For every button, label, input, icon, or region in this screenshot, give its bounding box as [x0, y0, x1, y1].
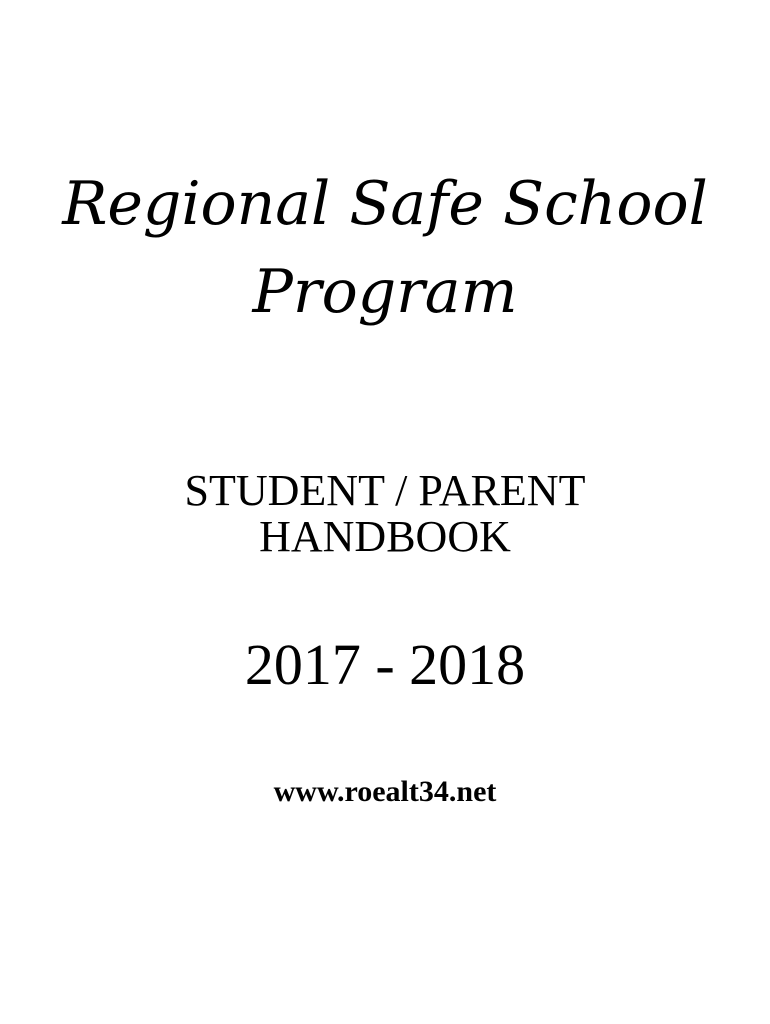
- program-title-line-2: Program: [252, 257, 518, 327]
- school-year: 2017 - 2018: [244, 632, 526, 697]
- website-url: www.roealt34.net: [273, 775, 497, 808]
- handbook-subtitle-line-1: STUDENT / PARENT: [184, 466, 586, 515]
- program-title-line-1: Regional Safe School: [62, 169, 708, 239]
- handbook-subtitle-line-2: HANDBOOK: [259, 512, 511, 561]
